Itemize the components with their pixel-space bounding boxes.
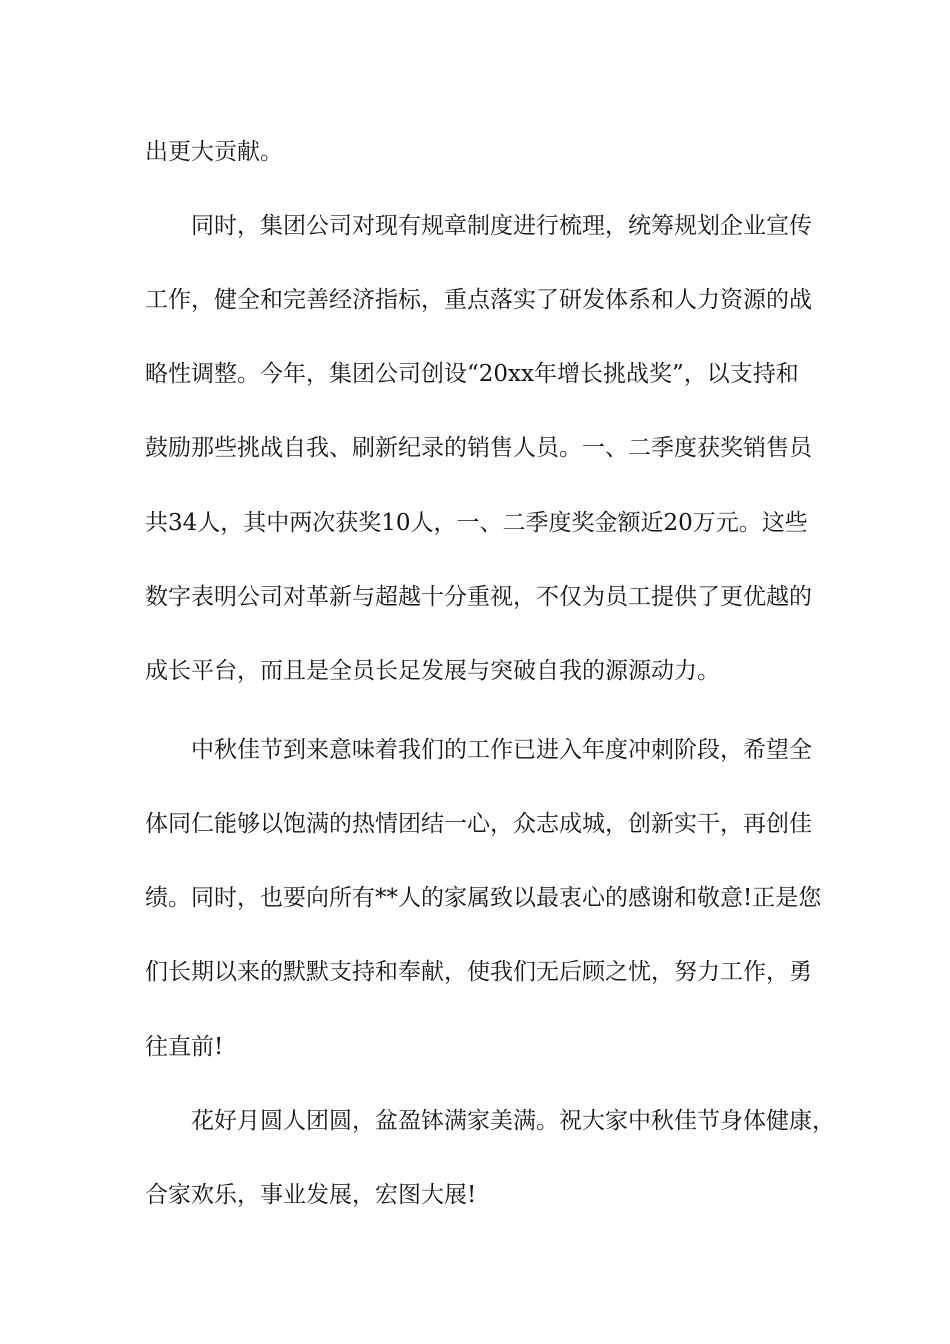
text-line: 成长平台，而且是全员长足发展与突破自我的源源动力。 <box>145 658 720 684</box>
text-line: 绩。同时，也要向所有**人的家属致以最衷心的感谢和敬意!正是您 <box>145 885 822 911</box>
text-line: 体同仁能够以饱满的热情团结一心，众志成城，创新实干，再创佳 <box>145 811 812 837</box>
text-line: 合家欢乐，事业发展，宏图大展! <box>145 1182 477 1208</box>
text-line: 出更大贡献。 <box>145 139 283 165</box>
text-line: 往直前! <box>145 1034 224 1060</box>
text-line: 鼓励那些挑战自我、刷新纪录的销售人员。一、二季度获奖销售员 <box>145 435 812 461</box>
text-line: 工作，健全和完善经济指标，重点落实了研发体系和人力资源的战 <box>145 287 812 313</box>
paragraph-first-line: 花好月圆人团圆，盆盈钵满家美满。祝大家中秋佳节身体健康， <box>191 1108 835 1134</box>
paragraph-first-line: 中秋佳节到来意味着我们的工作已进入年度冲刺阶段，希望全 <box>191 737 812 763</box>
paragraph-first-line: 同时，集团公司对现有规章制度进行梳理，统筹规划企业宣传 <box>191 213 812 239</box>
text-line: 略性调整。今年，集团公司创设“20xx年增长挑战奖”，以支持和 <box>145 361 799 387</box>
text-line: 共34人，其中两次获奖10人，一、二季度奖金额近20万元。这些 <box>145 510 808 536</box>
text-line: 们长期以来的默默支持和奉献，使我们无后顾之忧，努力工作，勇 <box>145 959 812 985</box>
text-line: 数字表明公司对革新与超越十分重视，不仅为员工提供了更优越的 <box>145 584 812 610</box>
